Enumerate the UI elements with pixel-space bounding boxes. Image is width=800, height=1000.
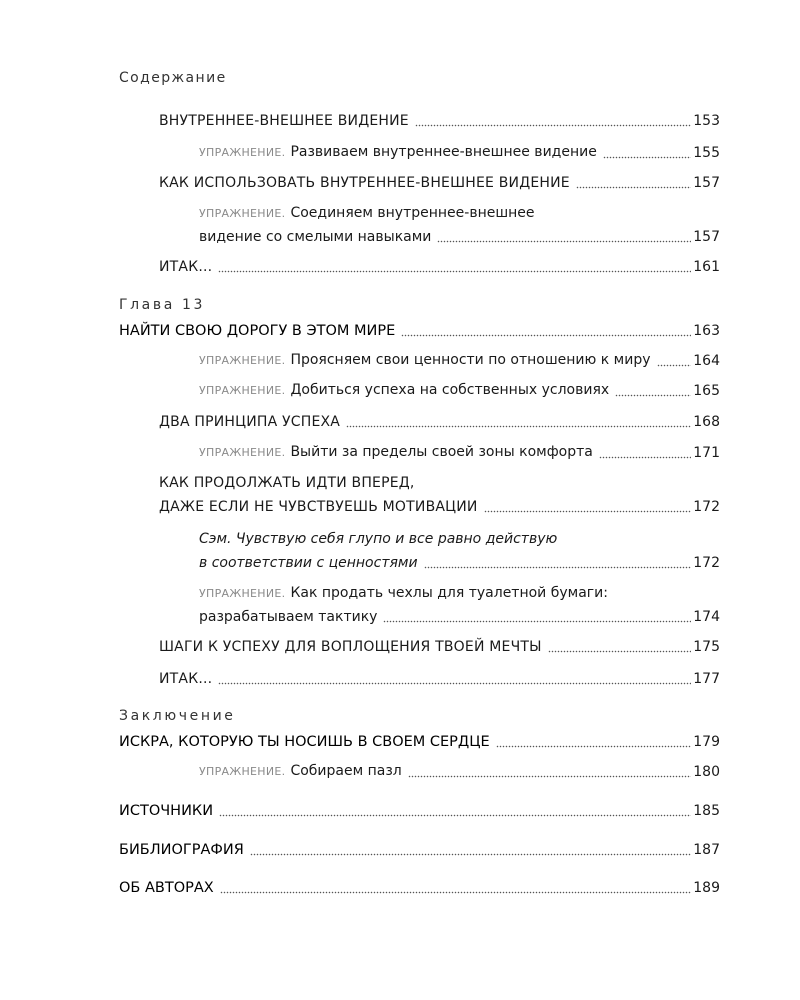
toc-entry[interactable]	[0, 664, 800, 688]
chapter-title: БИБЛИОГРАФИЯ	[119, 842, 244, 858]
dot-leader	[496, 735, 692, 748]
chapter-title: ИСТОЧНИКИ	[119, 803, 214, 819]
dot-leader	[408, 765, 692, 778]
entry-title: ИТАК...	[159, 671, 213, 687]
toc-entry-story[interactable]	[0, 548, 800, 572]
page-number: 172	[693, 499, 720, 515]
entry-title-line1: Как продать чехлы для туалетной бумаги:	[290, 585, 608, 601]
dot-leader	[218, 260, 691, 273]
entry-title-line1: Соединяем внутреннее-внешнее	[290, 205, 535, 221]
entry-title-line1: КАК ПРОДОЛЖАТЬ ИДТИ ВПЕРЕД,	[159, 475, 415, 491]
dot-leader	[437, 230, 691, 243]
entry-title: Развиваем внутреннее-внешнее видение	[290, 144, 597, 160]
dot-leader	[424, 556, 692, 569]
toc-entry-exercise[interactable]	[0, 602, 800, 626]
page-number: 180	[693, 764, 720, 780]
toc-entry[interactable]	[0, 407, 800, 431]
entry-title: Собираем пазл	[290, 763, 402, 779]
entry-title: Выйти за пределы своей зоны комфорта	[290, 444, 593, 460]
chapter-title: ОБ АВТОРАХ	[119, 880, 214, 896]
toc-chapter-entry[interactable]	[0, 873, 800, 897]
page-number: 168	[693, 414, 720, 430]
page-number: 155	[693, 145, 720, 161]
toc-entry-exercise[interactable]	[0, 222, 800, 246]
page-number: 177	[693, 671, 720, 687]
entry-title: ВНУТРЕННЕЕ-ВНЕШНЕЕ ВИДЕНИЕ	[159, 113, 409, 129]
entry-title: в соответствии с ценностями	[199, 555, 418, 571]
toc-chapter-entry[interactable]	[0, 835, 800, 859]
page-number: 171	[693, 445, 720, 461]
toc-entry[interactable]	[0, 106, 800, 130]
exercise-prefix: УПРАЖНЕНИЕ.	[199, 207, 286, 220]
toc-entry[interactable]	[0, 492, 800, 516]
dot-leader	[401, 324, 691, 337]
dot-leader	[383, 610, 691, 623]
exercise-prefix: УПРАЖНЕНИЕ.	[199, 765, 286, 778]
entry-title: ИТАК...	[159, 259, 213, 275]
toc-entry-exercise[interactable]	[0, 438, 800, 462]
toc-entry-exercise[interactable]	[0, 376, 800, 400]
exercise-prefix: УПРАЖНЕНИЕ.	[199, 446, 286, 459]
toc-chapter-entry[interactable]	[0, 316, 800, 340]
dot-leader	[657, 354, 692, 367]
dot-leader	[576, 176, 691, 189]
toc-entry-exercise[interactable]	[0, 138, 800, 162]
page-number: 185	[693, 803, 720, 819]
page-number: 172	[693, 555, 720, 571]
exercise-prefix: УПРАЖНЕНИЕ.	[199, 354, 286, 367]
dot-leader	[219, 804, 691, 817]
page-number: 165	[693, 383, 720, 399]
exercise-prefix: УПРАЖНЕНИЕ.	[199, 587, 286, 600]
toc-chapter-entry[interactable]	[0, 727, 800, 751]
page-number: 153	[693, 113, 720, 129]
entry-title: ДАЖЕ ЕСЛИ НЕ ЧУВСТВУЕШЬ МОТИВАЦИИ	[159, 499, 478, 515]
dot-leader	[548, 640, 692, 653]
exercise-prefix: УПРАЖНЕНИЕ.	[199, 384, 286, 397]
page-number: 179	[693, 734, 720, 750]
toc-entry-story-line1[interactable]	[0, 530, 800, 548]
entry-title: Проясняем свои ценности по отношению к миру	[290, 352, 651, 368]
page-number: 163	[693, 323, 720, 339]
page-number: 157	[693, 175, 720, 191]
dot-leader	[599, 446, 691, 459]
entry-title-line1: Сэм. Чувствую себя глупо и все равно действую	[199, 531, 558, 547]
dot-leader	[603, 146, 691, 159]
dot-leader	[415, 114, 691, 127]
toc-entry-exercise-line1[interactable]	[0, 584, 800, 603]
conclusion-label: Заключение	[119, 708, 236, 724]
chapter-title: ИСКРА, КОТОРУЮ ТЫ НОСИШЬ В СВОЕМ СЕРДЦЕ	[119, 734, 490, 750]
toc-entry[interactable]	[0, 168, 800, 192]
entry-title: разрабатываем тактику	[199, 609, 378, 625]
page-number: 161	[693, 259, 720, 275]
dot-leader	[615, 384, 691, 397]
page-number: 157	[693, 229, 720, 245]
entry-title: Добиться успеха на собственных условиях	[290, 382, 610, 398]
toc-chapter-entry[interactable]	[0, 796, 800, 820]
page-number: 175	[693, 639, 720, 655]
toc-entry-exercise[interactable]	[0, 346, 800, 370]
dot-leader	[250, 843, 691, 856]
exercise-prefix: УПРАЖНЕНИЕ.	[199, 146, 286, 159]
page-number: 187	[693, 842, 720, 858]
dot-leader	[484, 500, 692, 513]
page-number: 189	[693, 880, 720, 896]
entry-title: видение со смелыми навыками	[199, 229, 432, 245]
dot-leader	[346, 415, 691, 428]
toc-entry-exercise[interactable]	[0, 757, 800, 781]
page-number: 164	[693, 353, 720, 369]
chapter-title: НАЙТИ СВОЮ ДОРОГУ В ЭТОМ МИРЕ	[119, 323, 396, 339]
dot-leader	[220, 881, 692, 894]
page-number: 174	[693, 609, 720, 625]
chapter-label: Глава 13	[119, 297, 205, 313]
toc-entry[interactable]	[0, 632, 800, 656]
toc-entry-line1[interactable]	[0, 474, 800, 492]
entry-title: ШАГИ К УСПЕХУ ДЛЯ ВОПЛОЩЕНИЯ ТВОЕЙ МЕЧТЫ	[159, 639, 542, 655]
toc-entry-exercise-line1[interactable]	[0, 204, 800, 223]
dot-leader	[218, 672, 691, 685]
entry-title: ДВА ПРИНЦИПА УСПЕХА	[159, 414, 341, 430]
running-header: Содержание	[119, 70, 227, 86]
entry-title: КАК ИСПОЛЬЗОВАТЬ ВНУТРЕННЕЕ-ВНЕШНЕЕ ВИДЕНИЕ	[159, 175, 570, 191]
toc-entry[interactable]	[0, 252, 800, 276]
